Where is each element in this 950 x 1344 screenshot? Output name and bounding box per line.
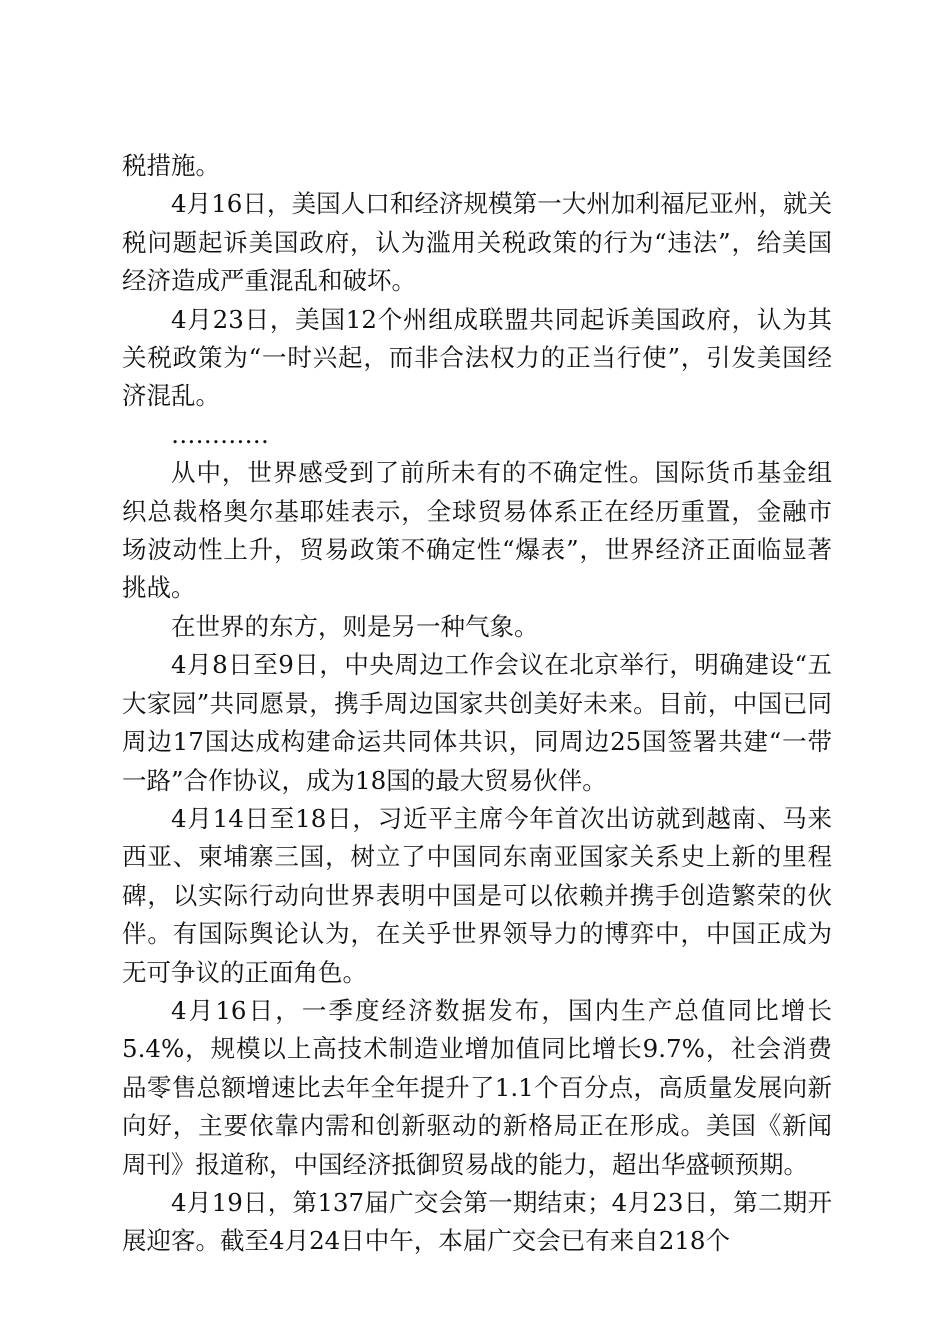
paragraph-9: 4月19日，第137届广交会第一期结束；4月23日，第二期开展迎客。截至4月24日中午，本届广交会已有来自218个 bbox=[122, 1187, 832, 1256]
paragraph-4: 从中，世界感受到了前所未有的不确定性。国际货币基金组织总裁格奥尔基耶娃表示，全球贸易体系正在经历重置，金融市场波动性上升，贸易政策不确定性“爆表”，世界经济正面临显著挑战。 bbox=[122, 458, 832, 603]
article-body bbox=[122, 147, 832, 1261]
paragraph-7: 4月14日至18日，习近平主席今年首次出访就到越南、马来西亚、柬埔寨三国，树立了中国同东南亚国家关系史上新的里程碑，以实际行动向世界表明中国是可以依赖并携手创造繁荣的伙伴。有国际舆论认为，在关乎世界领导力的博弈中，中国正成为无可争议的正面角色。 bbox=[122, 803, 832, 987]
paragraph-3: ………… bbox=[171, 419, 269, 449]
paragraph-6: 4月8日至9日，中央周边工作会议在北京举行，明确建设“五大家园”共同愿景，携手周边国家共创美好未来。目前，中国已同周边17国达成构建命运共同体共识，同周边25国签署共建“一带一路”合作协议，成为18国的最大贸易伙伴。 bbox=[122, 650, 832, 795]
paragraph-8: 4月16日，一季度经济数据发布，国内生产总值同比增长5.4%，规模以上高技术制造业增加值同比增长9.7%，社会消费品零售总额增速比去年全年提升了1.1个百分点，高质量发展向新向好，主要依靠内需和创新驱动的新格局正在形成。美国《新闻周刊》报道称，中国经济抵御贸易战的能力，超出华盛顿预期。 bbox=[122, 995, 832, 1179]
paragraph-5: 在世界的东方，则是另一种气象。 bbox=[171, 611, 539, 641]
paragraph-2: 4月23日，美国12个州组成联盟共同起诉美国政府，认为其关税政策为“一时兴起，而非合法权力的正当行使”，引发美国经济混乱。 bbox=[122, 304, 832, 411]
paragraph-1: 4月16日，美国人口和经济规模第一大州加利福尼亚州，就关税问题起诉美国政府，认为滥用关税政策的行为“违法”，给美国经济造成严重混乱和破坏。 bbox=[122, 189, 832, 296]
paragraph-0: 税措施。 bbox=[122, 151, 220, 180]
